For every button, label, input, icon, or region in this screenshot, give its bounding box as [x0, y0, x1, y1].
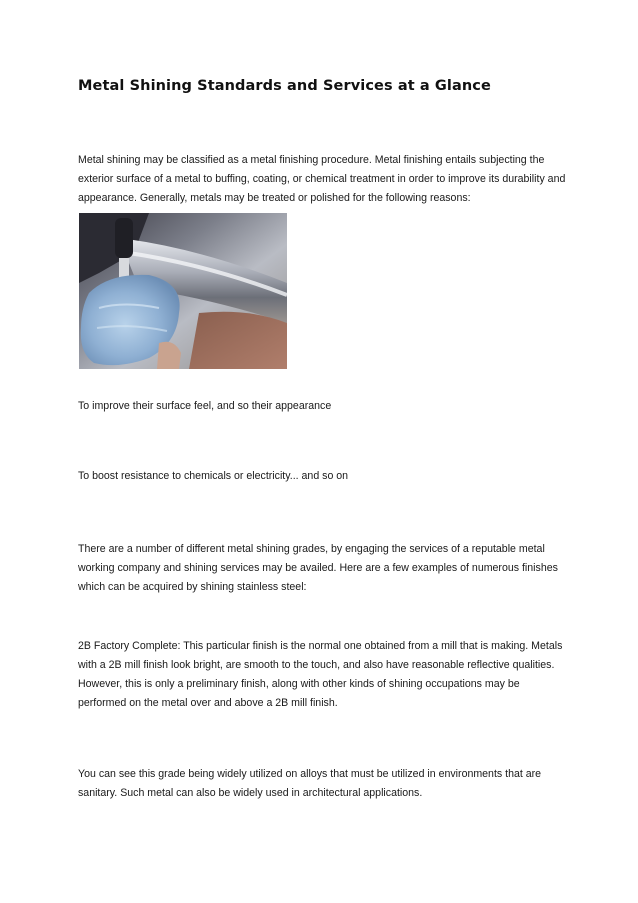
finish-2b-paragraph: 2B Factory Complete: This particular finish is the normal one obtained from a mill that is making. Metals with a 2B mill finish look bright, are smooth to the touch, and also have reasonable reflective qualities. However, this is only a preliminary finish, along with other kinds of shining occupations may be performed on the metal over and above a 2B mill finish.	[78, 640, 563, 709]
grades-paragraph: There are a number of different metal shining grades, by engaging the services of a reputable metal working company and shining services may be availed. Here are a few examples of numerous finishes which can be acquired by shining stainless steel:	[78, 543, 558, 593]
reason-surface-feel: To improve their surface feel, and so their appearance	[78, 400, 332, 412]
page-title: Metal Shining Standards and Services at a Glance	[78, 78, 491, 94]
polishing-photo	[79, 213, 287, 369]
intro-paragraph: Metal shining may be classified as a metal finishing procedure. Metal finishing entails subjecting the exterior surface of a metal to buffing, coating, or chemical treatment in order to improve its durability and appearance. Generally, metals may be treated or polished for the following reasons:	[78, 154, 566, 204]
reason-resistance: To boost resistance to chemicals or electricity... and so on	[78, 470, 349, 482]
usage-paragraph: You can see this grade being widely utilized on alloys that must be utilized in environments that are sanitary. Such metal can also be widely used in architectural applications.	[78, 768, 542, 799]
